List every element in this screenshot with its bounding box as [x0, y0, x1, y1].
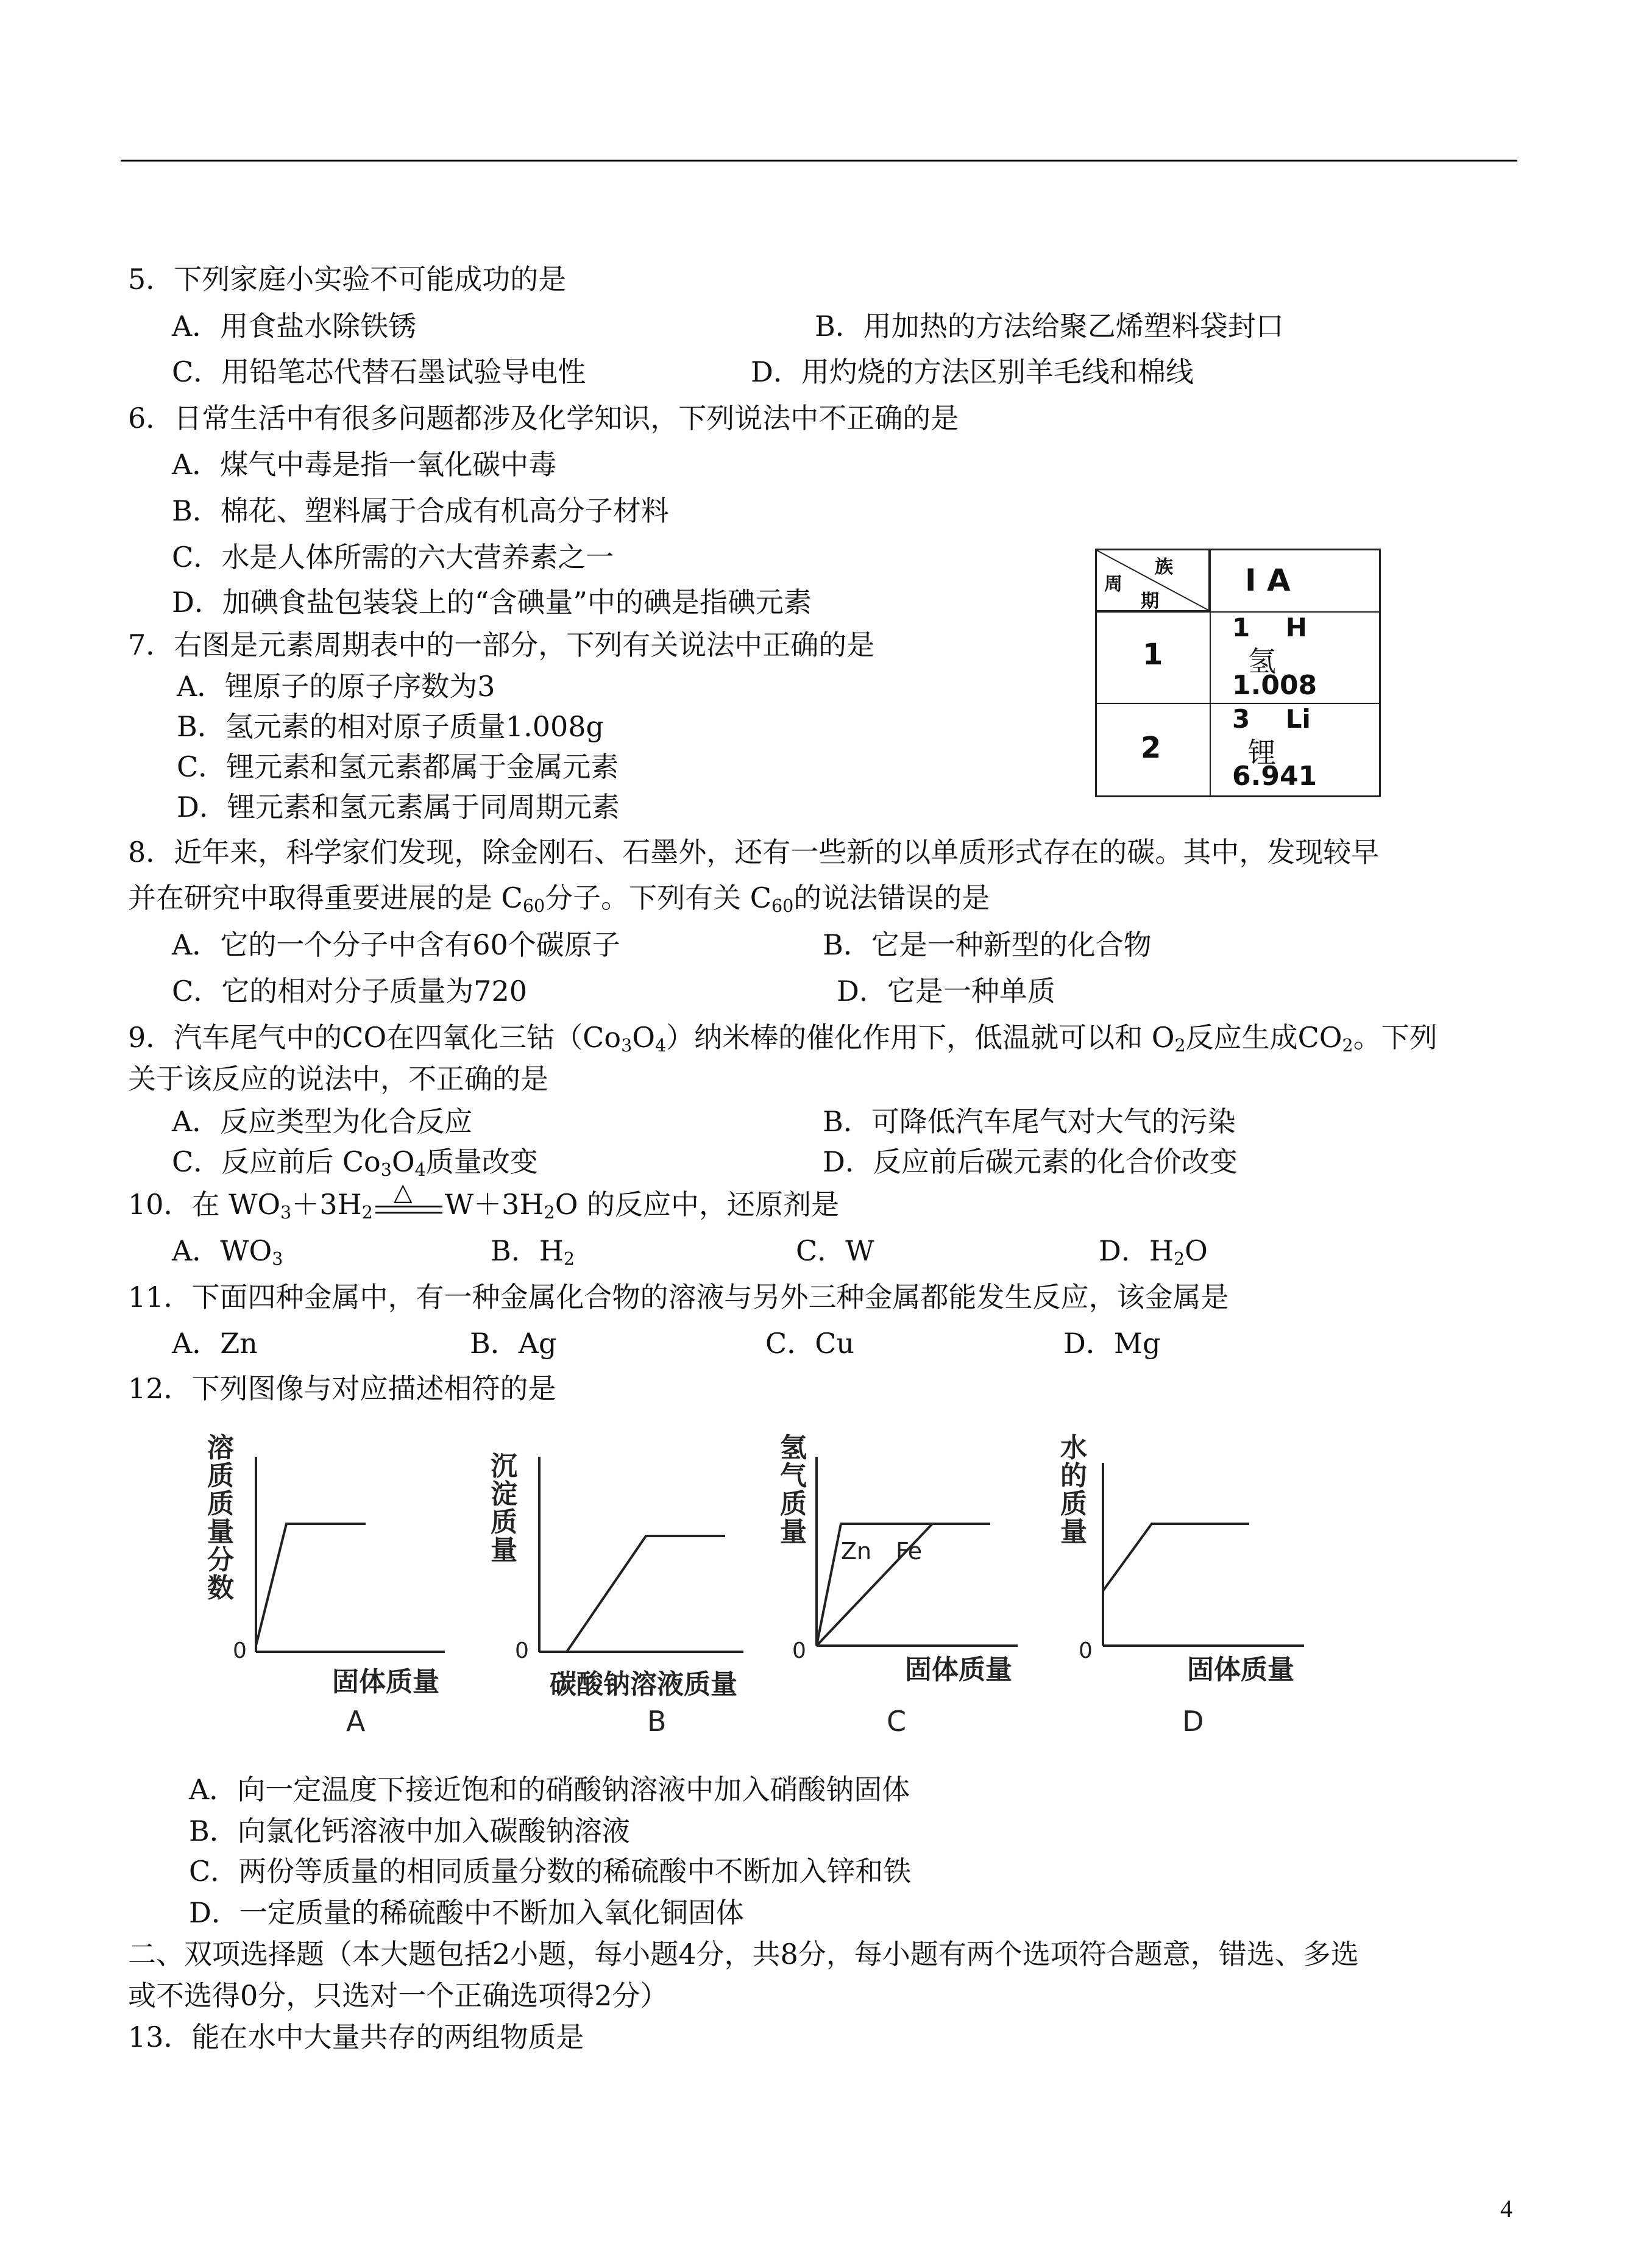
- graph-c-xlabel: 固体质量: [905, 1654, 1012, 1685]
- page-number: 4: [1500, 2195, 1512, 2222]
- q7-option-b: B．氢元素的相对原子质量1.008g: [177, 710, 604, 743]
- graph-a-xlabel: 固体质量: [332, 1666, 439, 1697]
- q6-option-d: D．加碘食盐包装袋上的“含碘量”中的碘是指碘元素: [172, 586, 812, 619]
- graph-c-fe-label: Fe: [896, 1538, 923, 1565]
- graph-c-ylabel-2: 质: [780, 1488, 807, 1520]
- q11-option-d: D．Mg: [1063, 1327, 1161, 1360]
- q12-option-c: C．两份等质量的相同质量分数的稀硫酸中不断加入锌和铁: [189, 1855, 912, 1888]
- graph-d-ylabel-0: 水: [1060, 1432, 1087, 1463]
- graph-a-ylabel-5: 数: [207, 1573, 234, 1604]
- q6-option-a: A．煤气中毒是指一氧化碳中毒: [172, 448, 557, 481]
- graph-d-ylabel-1: 的: [1060, 1460, 1087, 1491]
- q9-option-a: A．反应类型为化合反应: [172, 1105, 473, 1138]
- q10-option-c: C．W: [796, 1234, 874, 1267]
- graph-c-zn-label: Zn: [841, 1538, 872, 1565]
- graph-c-ylabel-1: 气: [780, 1460, 807, 1491]
- q8-option-a: A．它的一个分子中含有60个碳原子: [172, 928, 620, 961]
- ptable-h-name: 氢: [1248, 645, 1276, 678]
- graph-b: [491, 1451, 743, 1737]
- ptable-period-2: 2: [1141, 731, 1161, 765]
- q10-stem: 10．在 $WO_3+3H_2$ △ $W+3H_2O$ 的反应中，还原剂是: [128, 1178, 840, 1223]
- graph-c: [780, 1432, 1018, 1737]
- ptable-period-header-top: 周: [1104, 574, 1122, 595]
- q12-option-b: B．向氯化钙溶液中加入碳酸钠溶液: [189, 1815, 630, 1847]
- ptable-period-1: 1: [1143, 638, 1163, 672]
- q5-option-c: C．用铅笔芯代替石墨试验导电性: [172, 355, 586, 388]
- graph-b-ylabel-3: 量: [491, 1535, 517, 1566]
- q11-option-c: C．Cu: [765, 1327, 855, 1360]
- graph-d-caption: D: [1182, 1705, 1204, 1737]
- ptable-h-number-symbol: 1 H: [1232, 613, 1307, 642]
- section2-heading-line1: 二、双项选择题（本大题包括2小题，每小题4分，共8分，每小题有两个选项符合题意，错选、多选: [128, 1938, 1359, 1971]
- q9-stem-line1: 9．汽车尾气中的CO在四氧化三钴$(Co_3O_4)$纳米棒的催化作用下，低温就可以和 $O_2$反应生成$CO_2$。下列: [128, 1021, 1438, 1056]
- q8-stem-line2: 并在研究中取得重要进展的是 $C_{60}$分子。下列有关 $C_{60}$的说法错误的是: [128, 881, 990, 917]
- q7-option-c: C．锂元素和氢元素都属于金属元素: [177, 750, 619, 783]
- ptable-li-mass: 6.941: [1232, 761, 1317, 792]
- section2-heading-line2: 或不选得0分，只选对一个正确选项得2分）: [128, 1979, 668, 2012]
- q8-option-d: D．它是一种单质: [837, 975, 1055, 1008]
- q5-option-a: A．用食盐水除铁锈: [172, 310, 417, 343]
- q5-option-b: B．用加热的方法给聚乙烯塑料袋封口: [815, 310, 1284, 343]
- q12-stem: 12．下列图像与对应描述相符的是: [128, 1372, 556, 1405]
- q7-option-a: A．锂原子的原子序数为3: [177, 670, 495, 703]
- q9-option-b: B．可降低汽车尾气对大气的污染: [823, 1105, 1236, 1138]
- q7-stem: 7．右图是元素周期表中的一部分，下列有关说法中正确的是: [128, 628, 875, 661]
- graph-b-origin: 0: [515, 1638, 529, 1663]
- ptable-header-corner: [1097, 550, 1210, 611]
- q8-option-c: C．它的相对分子质量为720: [172, 975, 527, 1008]
- q6-stem: 6．日常生活中有很多问题都涉及化学知识，下列说法中不正确的是: [128, 402, 959, 435]
- graph-d-curve: [1103, 1524, 1249, 1591]
- graph-b-caption: B: [647, 1705, 667, 1737]
- graph-b-curve: [567, 1536, 725, 1652]
- q10-option-b: B．$H_2$: [491, 1234, 575, 1270]
- q11-stem: 11．下面四种金属中，有一种金属化合物的溶液与另外三种金属都能发生反应，该金属是: [128, 1281, 1229, 1314]
- q9-option-d: D．反应前后碳元素的化合价改变: [823, 1145, 1238, 1178]
- q10-option-d: D．$H_2O$: [1099, 1234, 1208, 1270]
- ptable-group-header: 族: [1155, 556, 1173, 578]
- graph-b-xlabel: 碳酸钠溶液质量: [550, 1669, 737, 1700]
- graph-a-ylabel-1: 质: [207, 1460, 234, 1491]
- ptable-li-name: 锂: [1248, 736, 1276, 769]
- graph-c-origin: 0: [792, 1638, 806, 1663]
- graph-a-ylabel-3: 量: [207, 1516, 234, 1548]
- q11-option-a: A．Zn: [172, 1327, 258, 1360]
- graph-b-ylabel-2: 质: [491, 1507, 517, 1538]
- q6-option-b: B．棉花、塑料属于合成有机高分子材料: [172, 494, 669, 527]
- q5-option-d: D．用灼烧的方法区别羊毛线和棉线: [751, 355, 1194, 388]
- q5-stem: 5．下列家庭小实验不可能成功的是: [128, 263, 567, 296]
- q7-option-d: D．锂元素和氢元素属于同周期元素: [177, 791, 620, 823]
- graph-c-ylabel-0: 氢: [780, 1432, 807, 1463]
- graph-d: [1060, 1432, 1304, 1737]
- q11-option-b: B．Ag: [470, 1327, 557, 1360]
- q10-option-a: A．$WO_3$: [172, 1234, 283, 1270]
- graph-b-ylabel-1: 淀: [491, 1479, 517, 1510]
- graph-d-ylabel-3: 量: [1060, 1516, 1087, 1548]
- graph-c-caption: C: [887, 1705, 907, 1737]
- q12-graphs: [177, 1420, 1335, 1737]
- q9-stem-line2: 关于该反应的说法中，不正确的是: [128, 1062, 548, 1095]
- graph-d-ylabel-2: 质: [1060, 1488, 1087, 1520]
- q12-option-d: D．一定质量的稀硫酸中不断加入氧化铜固体: [189, 1896, 744, 1929]
- header-rule: [121, 160, 1517, 162]
- ptable-group-label: I A: [1245, 563, 1291, 598]
- ptable-h-mass: 1.008: [1232, 670, 1317, 701]
- q9-option-c: C．反应前后 $Co_3O_4$质量改变: [172, 1145, 538, 1181]
- graph-d-origin: 0: [1079, 1638, 1093, 1663]
- q6-option-c: C．水是人体所需的六大营养素之一: [172, 541, 614, 574]
- q13-stem: 13．能在水中大量共存的两组物质是: [128, 2021, 584, 2053]
- graph-a-ylabel-4: 分: [207, 1545, 234, 1576]
- periodic-table-fragment: [1095, 549, 1381, 797]
- graph-d-xlabel: 固体质量: [1187, 1654, 1294, 1685]
- reaction-arrow: △: [373, 1189, 445, 1219]
- graph-a-origin: 0: [233, 1638, 247, 1663]
- graph-a-ylabel-2: 质: [207, 1488, 234, 1520]
- ptable-li-number-symbol: 3 Li: [1232, 704, 1311, 734]
- q8-stem-line1: 8．近年来，科学家们发现，除金刚石、石墨外，还有一些新的以单质形式存在的碳。其中，发现较早: [128, 836, 1380, 869]
- ptable-period-header-bottom: 期: [1141, 591, 1159, 612]
- graph-a-caption: A: [346, 1705, 366, 1737]
- graph-a-ylabel-0: 溶: [207, 1432, 234, 1463]
- q8-option-b: B．它是一种新型的化合物: [823, 928, 1152, 961]
- graph-b-ylabel-0: 沉: [491, 1451, 517, 1482]
- q12-option-a: A．向一定温度下接近饱和的硝酸钠溶液中加入硝酸钠固体: [189, 1773, 910, 1806]
- graph-a-curve: [256, 1524, 366, 1646]
- graph-c-ylabel-3: 量: [780, 1516, 807, 1548]
- graph-a: [207, 1432, 445, 1737]
